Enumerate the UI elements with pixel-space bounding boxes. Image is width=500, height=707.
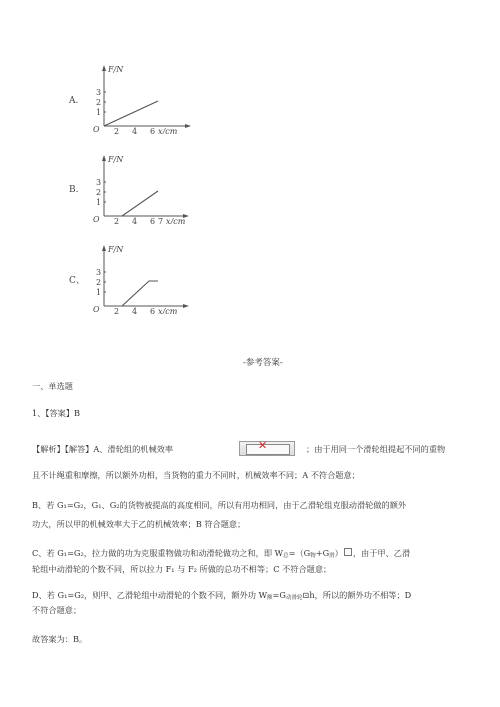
x-tick-label: 2 [114,307,120,314]
x-tick-label: 7 [158,217,164,224]
graph-b [88,150,198,224]
y-axis-label: F/N [108,65,124,74]
x-axis-label: x/cm [166,217,186,224]
data-line [122,191,158,216]
option-b-label: B. [69,185,79,195]
y-axis-arrow [102,65,106,71]
x-axis-arrow [185,124,191,128]
y-tick-label: 1 [96,108,102,117]
option-c-analysis-2: 轮组中动滑轮的个数不同，所以拉力 F₁ 与 F₂ 所做的总功不相等；C 不符合题意； [32,564,332,574]
data-line [104,101,158,126]
x-axis-arrow [183,304,189,308]
x-tick-label: 4 [132,307,138,314]
y-tick-label: 2 [96,98,102,107]
origin-label: O [93,125,100,134]
y-tick-label: 1 [96,288,102,297]
option-a-label: A. [69,96,79,106]
x-tick-label: 6 [150,127,156,134]
y-tick-label: 3 [96,178,102,187]
option-d-analysis-2: 不符合题意； [32,605,82,615]
y-tick-label: 1 [96,198,102,207]
x-tick-label: 4 [132,127,138,134]
y-axis-label: F/N [108,155,124,164]
option-c-analysis-1: C、若 G₁=G₂，拉力做的功为克服重物做功和动滑轮做功之和，即 W总=（G物+G滑） ，由于甲、乙滑 [32,548,411,559]
analysis-line-1b: ；由于用同一个滑轮组提起不同的重物 [306,444,446,454]
origin-label: O [93,305,100,314]
q1-answer: 1、【答案】B [32,408,81,418]
option-c-label: C、 [69,276,85,286]
y-axis-arrow [102,245,106,251]
graph-c [88,240,198,314]
option-b-analysis-1: B、若 G₁=G₂，G₁、G₂的货物被提高的高度相同，所以有用功相同，由于乙滑轮组克服动滑轮做的额外 [32,500,407,510]
analysis-line-2: 且不计绳重和摩擦，所以额外功相，当货物的重力不同时，机械效率不同；A 不符合题意； [32,470,360,480]
section-heading: 一、单选题 [32,381,73,391]
reference-answer-title: -参考答案- [243,358,283,368]
x-axis-label: x/cm [158,307,178,314]
y-tick-label: 3 [96,88,102,97]
formula-image-frame [246,444,290,455]
x-tick-label: 6 [150,217,156,224]
analysis-line-1a: 【解析】【解答】A、滑轮组的机械效率 [32,444,174,454]
x-tick-label: 2 [114,127,120,134]
y-tick-label: 3 [96,268,102,277]
x-tick-label: 4 [132,217,138,224]
origin-label: O [93,215,100,224]
data-line [122,281,158,306]
y-axis-arrow [102,155,106,161]
broken-image-icon: ✕ [258,439,268,452]
option-d-analysis-1: D、若 G₁=G₂，则甲、乙滑轮组中动滑轮的个数不同，额外功 W额=G动滑轮⊡h，所以的额外功不相等；D [32,590,412,601]
y-tick-label: 2 [96,188,102,197]
inline-image-placeholder-icon [344,548,352,556]
x-axis-label: x/cm [158,127,178,134]
graph-a [88,62,198,134]
y-tick-label: 2 [96,278,102,287]
option-b-analysis-2: 功大，所以甲的机械效率大于乙的机械效率；B 符合题意； [32,519,246,529]
x-tick-label: 2 [114,217,120,224]
y-axis-label: F/N [108,245,124,254]
x-tick-label: 6 [150,307,156,314]
conclusion: 故答案为：B。 [32,634,88,644]
formula-image-broken [239,441,295,456]
